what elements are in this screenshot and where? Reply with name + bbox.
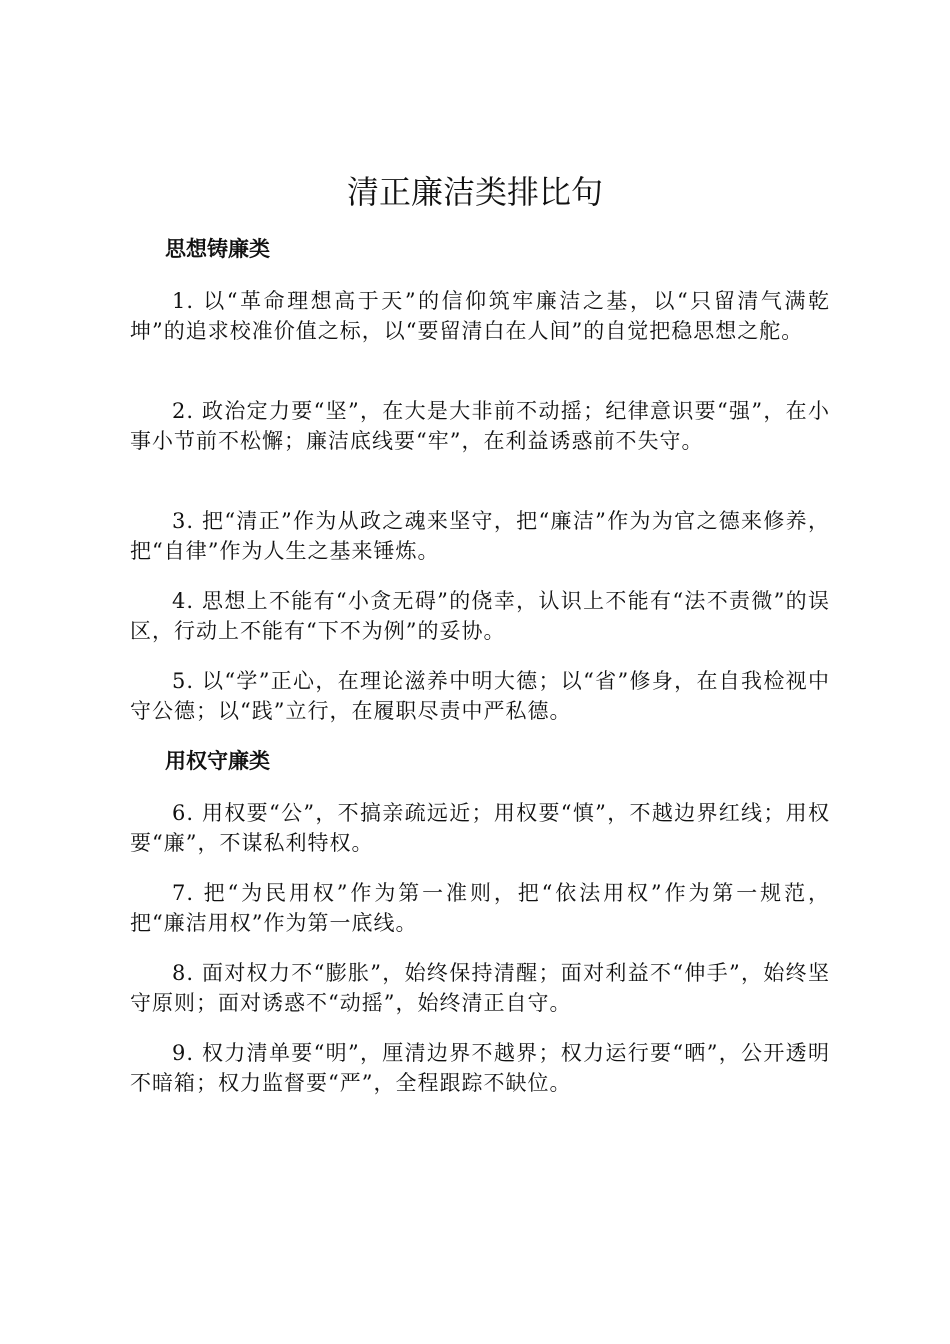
paragraph-5: 5. 以“学”正心，在理论滋养中明大德；以“省”修身，在自我检视中守公德；以“践”立行，在履职尽责中严私德。 bbox=[130, 669, 830, 723]
paragraph-1: 1. 以“革命理想高于天”的信仰筑牢廉洁之基，以“只留清气满乾坤”的追求校准价值之标，以“要留清白在人间”的自觉把稳思想之舵。 bbox=[130, 289, 830, 343]
paragraph-9: 9. 权力清单要“明”，厘清边界不越界；权力运行要“晒”，公开透明不暗箱；权力监督要“严”，全程跟踪不缺位。 bbox=[130, 1041, 830, 1095]
paragraph-6: 6. 用权要“公”，不搞亲疏远近；用权要“慎”，不越边界红线；用权要“廉”，不谋私利特权。 bbox=[130, 801, 830, 855]
paragraph-8: 8. 面对权力不“膨胀”，始终保持清醒；面对利益不“伸手”，始终坚守原则；面对诱惑不“动摇”，始终清正自守。 bbox=[130, 961, 830, 1015]
document-title: 清正廉洁类排比句 bbox=[346, 173, 603, 211]
paragraph-2: 2. 政治定力要“坚”，在大是大非前不动摇；纪律意识要“强”，在小事小节前不松懈；廉洁底线要“牢”，在利益诱惑前不失守。 bbox=[130, 399, 830, 453]
paragraph-3: 3. 把“清正”作为从政之魂来坚守，把“廉洁”作为为官之德来修养，把“自律”作为人生之基来锤炼。 bbox=[130, 509, 830, 563]
section-heading-power: 用权守廉类 bbox=[165, 748, 270, 773]
paragraph-7: 7. 把“为民用权”作为第一准则，把“依法用权”作为第一规范，把“廉洁用权”作为第一底线。 bbox=[130, 881, 830, 935]
paragraph-4: 4. 思想上不能有“小贪无碍”的侥幸，认识上不能有“法不责微”的误区，行动上不能有“下不为例”的妥协。 bbox=[130, 589, 830, 643]
section-heading-ideology: 思想铸廉类 bbox=[165, 236, 270, 261]
